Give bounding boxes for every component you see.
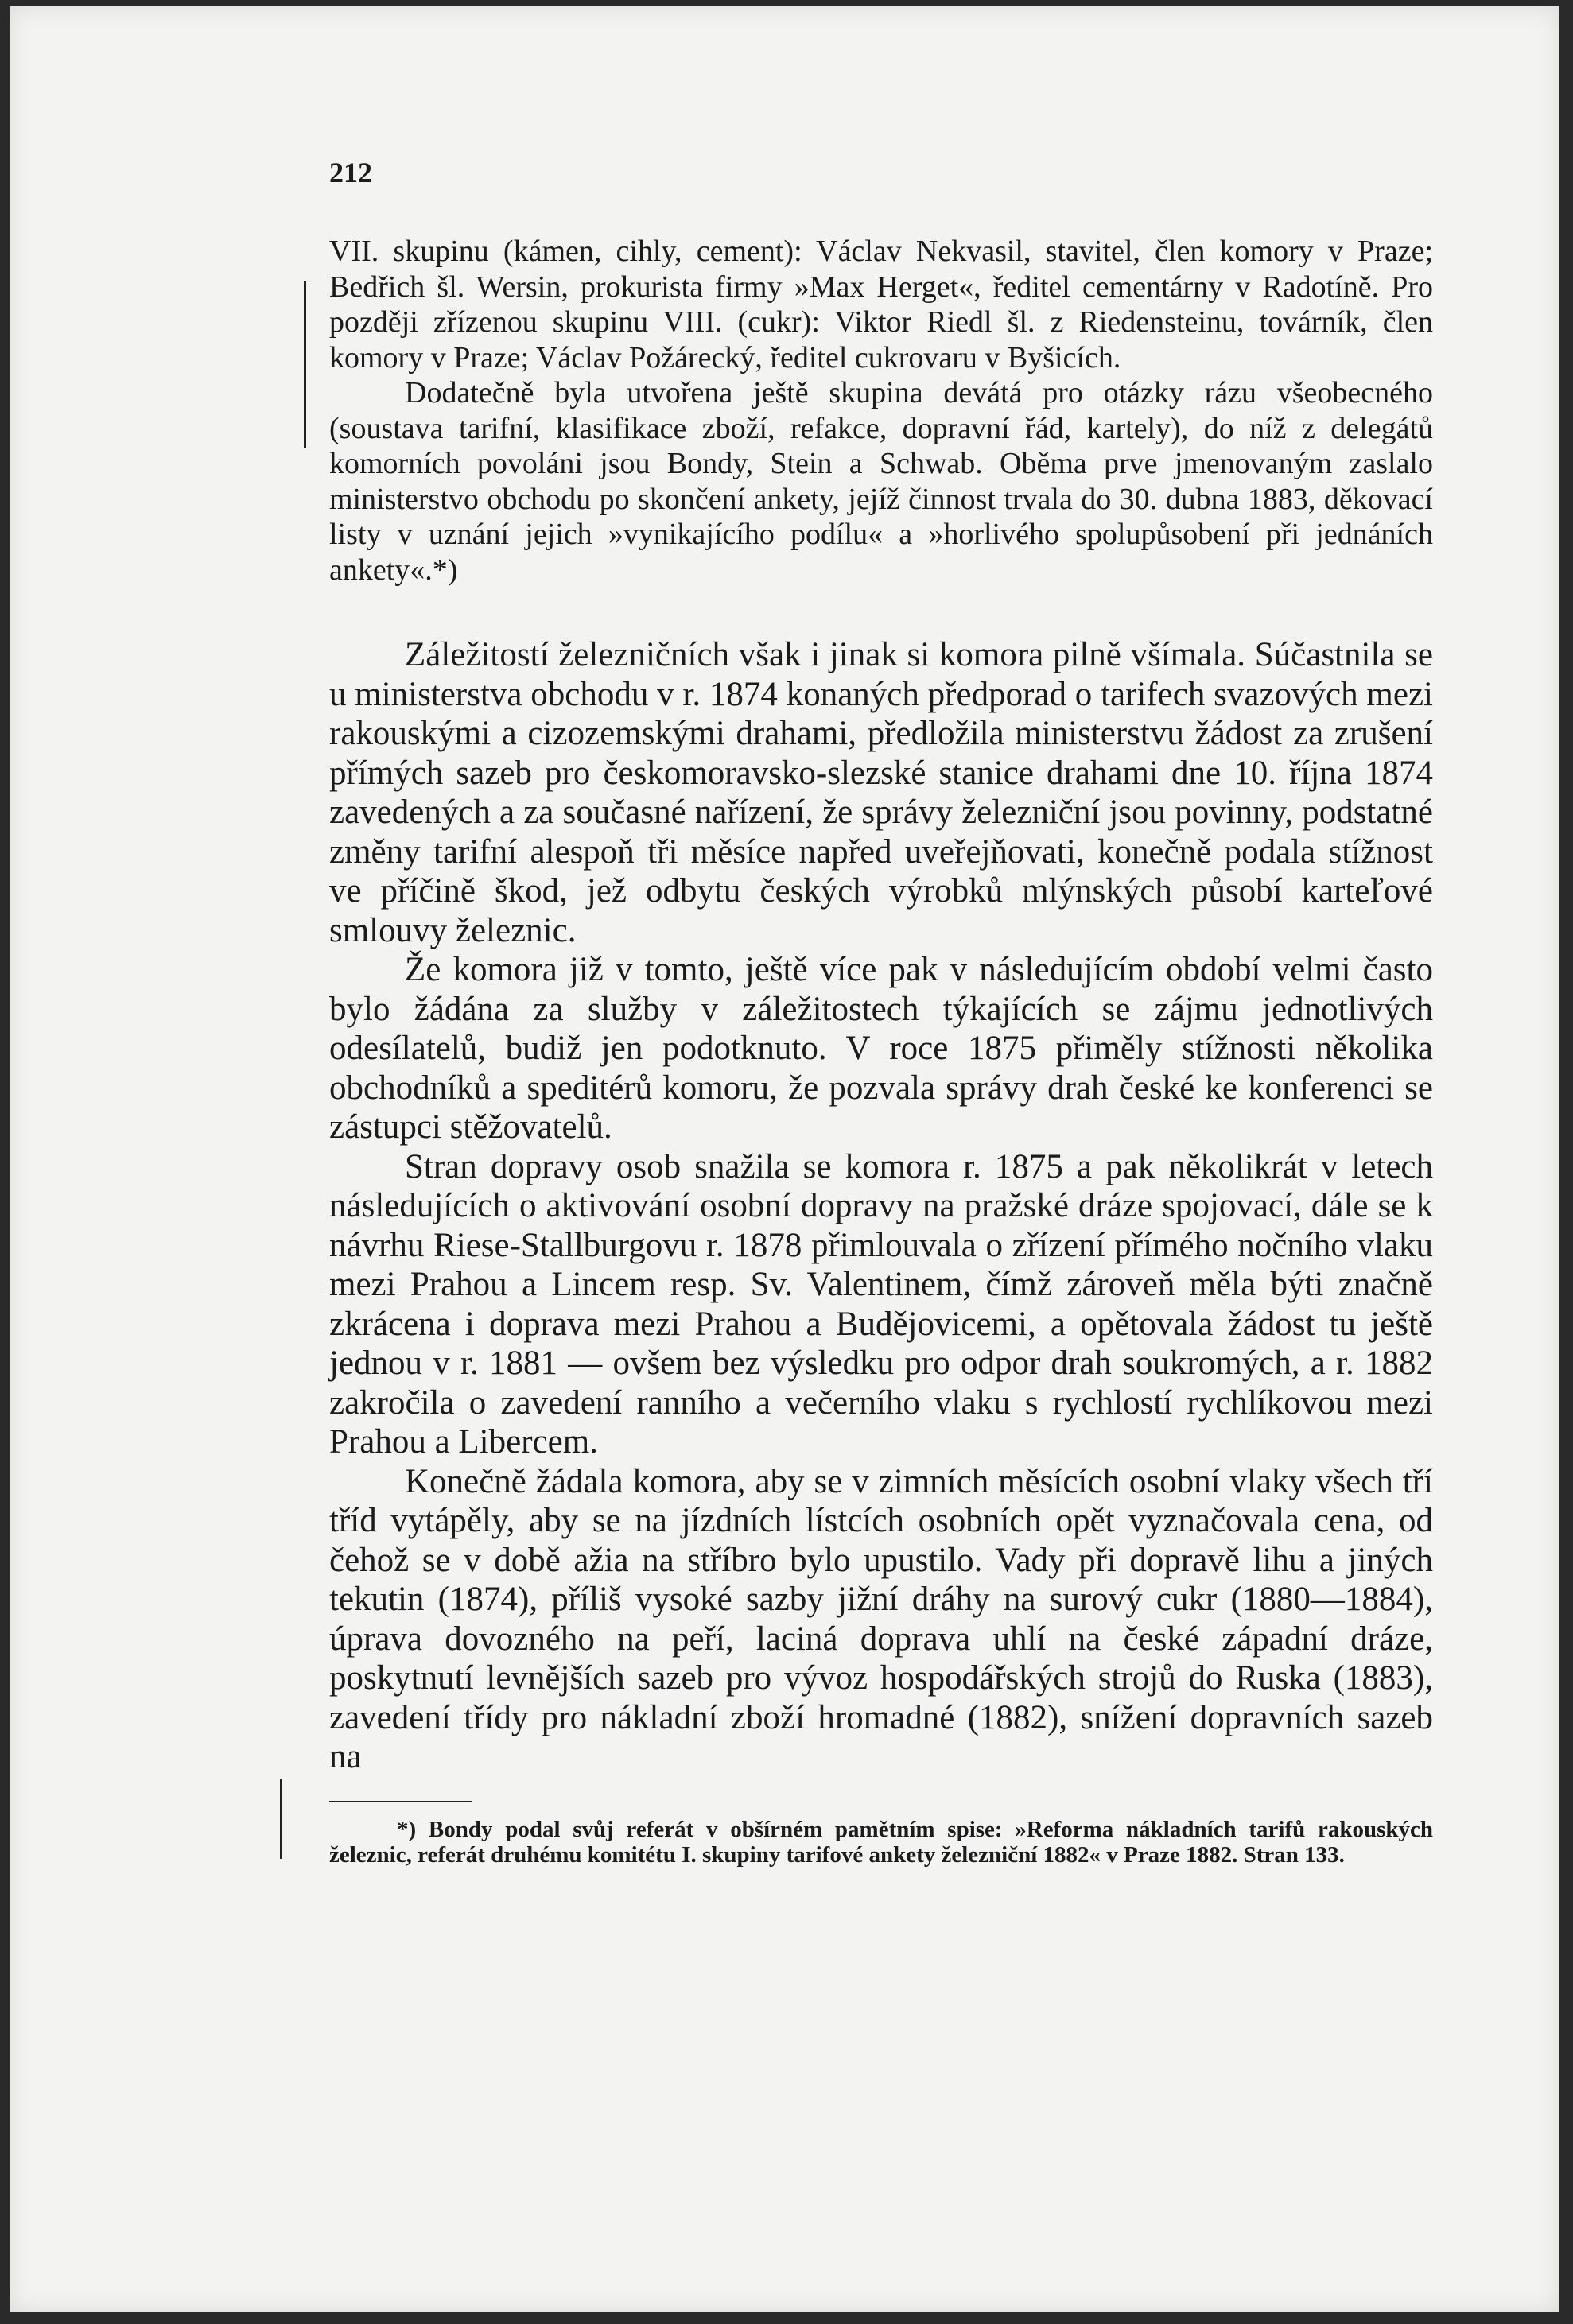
footnote: *) Bondy podal svůj referát v obšírném pamětním spise: »Reforma nákladních tarifů rakouských železnic, referát druhému komitétu I. skupiny tarifové ankety železniční 1882« v Praze 1882. Stran 133.	[329, 1816, 1433, 1868]
page-content	[329, 234, 1433, 1868]
book-page	[10, 6, 1559, 2312]
section-gap	[329, 588, 1433, 635]
margin-mark-bottom	[280, 1779, 282, 1859]
paragraph-group-vii: VII. skupinu (kámen, cihly, cement): Václav Nekvasil, stavitel, člen komory v Praze; Bedřich šl. Wersin, prokurista firmy »Max Herget«, ředitel cementárny v Radotíně. Pro později zřízenou skupinu VIII. (cukr): Viktor Riedl šl. z Riedensteinu, továrník, člen komory v Praze; Václav Požárecký, ředitel cukrovaru v Byšicích.	[329, 235, 1433, 374]
paragraph-passenger-transport: Stran dopravy osob snažila se komora r. 1875 a pak několikrát v letech následujících o aktivování osobní dopravy na pražské dráze spojovací, dále se k návrhu Riese-Stallburgovu r. 1878 přimlouvala o zřízení přímého nočního vlaku mezi Prahou a Lincem resp. Sv. Valentinem, čímž zároveň měla býti značně zkrácena i doprava mezi Prahou a Budějovicemi, a opětovala žádost tu ještě jednou v r. 1881 — ovšem bez výsledku pro odpor drah soukromých, a r. 1882 zakročila o zavedení ranního a večerního vlaku s rychlostí rychlíkovou mezi Prahou a Libercem.	[329, 1147, 1433, 1461]
paragraph-finally: Konečně žádala komora, aby se v zimních měsících osobní vlaky všech tří tříd vytápěly, aby se na jízdních lístcích osobních opět vyznačovala cena, od čehož se v době ažia na stříbro bylo upustilo. Vady při dopravě lihu a jiných tekutin (1874), příliš vysoké sazby jižní dráhy na surový cukr (1880—1884), úprava dovozného na peří, laciná doprava uhlí na české západní dráze, poskytnutí levnějších sazeb pro vývoz hospodářských strojů do Ruska (1883), zavedení třídy pro nákladní zboží hromadné (1882), snížení dopravních sazeb na	[329, 1462, 1433, 1775]
page-number: 212	[329, 157, 372, 188]
paragraph-services: Že komora již v tomto, ještě více pak v následujícím období velmi často bylo žádána za služby v záležitostech týkajících se zájmu jednotlivých odesílatelů, budiž jen podotknuto. V roce 1875 přiměly stížnosti několika obchodníků a speditérů komoru, že pozvala správy drah české ke konferenci se zástupci stěžovatelů.	[329, 951, 1433, 1146]
margin-mark-top	[304, 281, 306, 448]
footnote-divider	[329, 1801, 472, 1802]
paragraph-group-ix: Dodatečně byla utvořena ještě skupina devátá pro otázky rázu všeobecného (soustava tarifní, klasifikace zboží, refakce, dopravní řád, kartely), do níž z delegátů komorních povoláni jsou Bondy, Stein a Schwab. Oběma prve jmenovaným zaslalo ministerstvo obchodu po skončení ankety, jejíž činnost trvala do 30. dubna 1883, děkovací listy v uznání jejich »vynikajícího podílu« a »horlivého spolupůsobení při jednáních ankety«.*)	[329, 376, 1433, 587]
paragraph-railway-matters: Záležitostí železničních však i jinak si komora pilně všímala. Súčastnila se u ministerstva obchodu v r. 1874 konaných předporad o tarifech svazových mezi rakouskými a cizozemskými drahami, předložila ministerstvu žádost za zrušení přímých sazeb pro českomoravsko-slezské stanice drahami dne 10. října 1874 zavedených a za současné nařízení, že správy železniční jsou povinny, podstatné změny tarifní alespoň tři měsíce napřed uveřejňovati, konečně podala stížnost ve příčině škod, jež odbytu českých výrobků mlýnských působí karteľové smlouvy železnic.	[329, 636, 1433, 949]
